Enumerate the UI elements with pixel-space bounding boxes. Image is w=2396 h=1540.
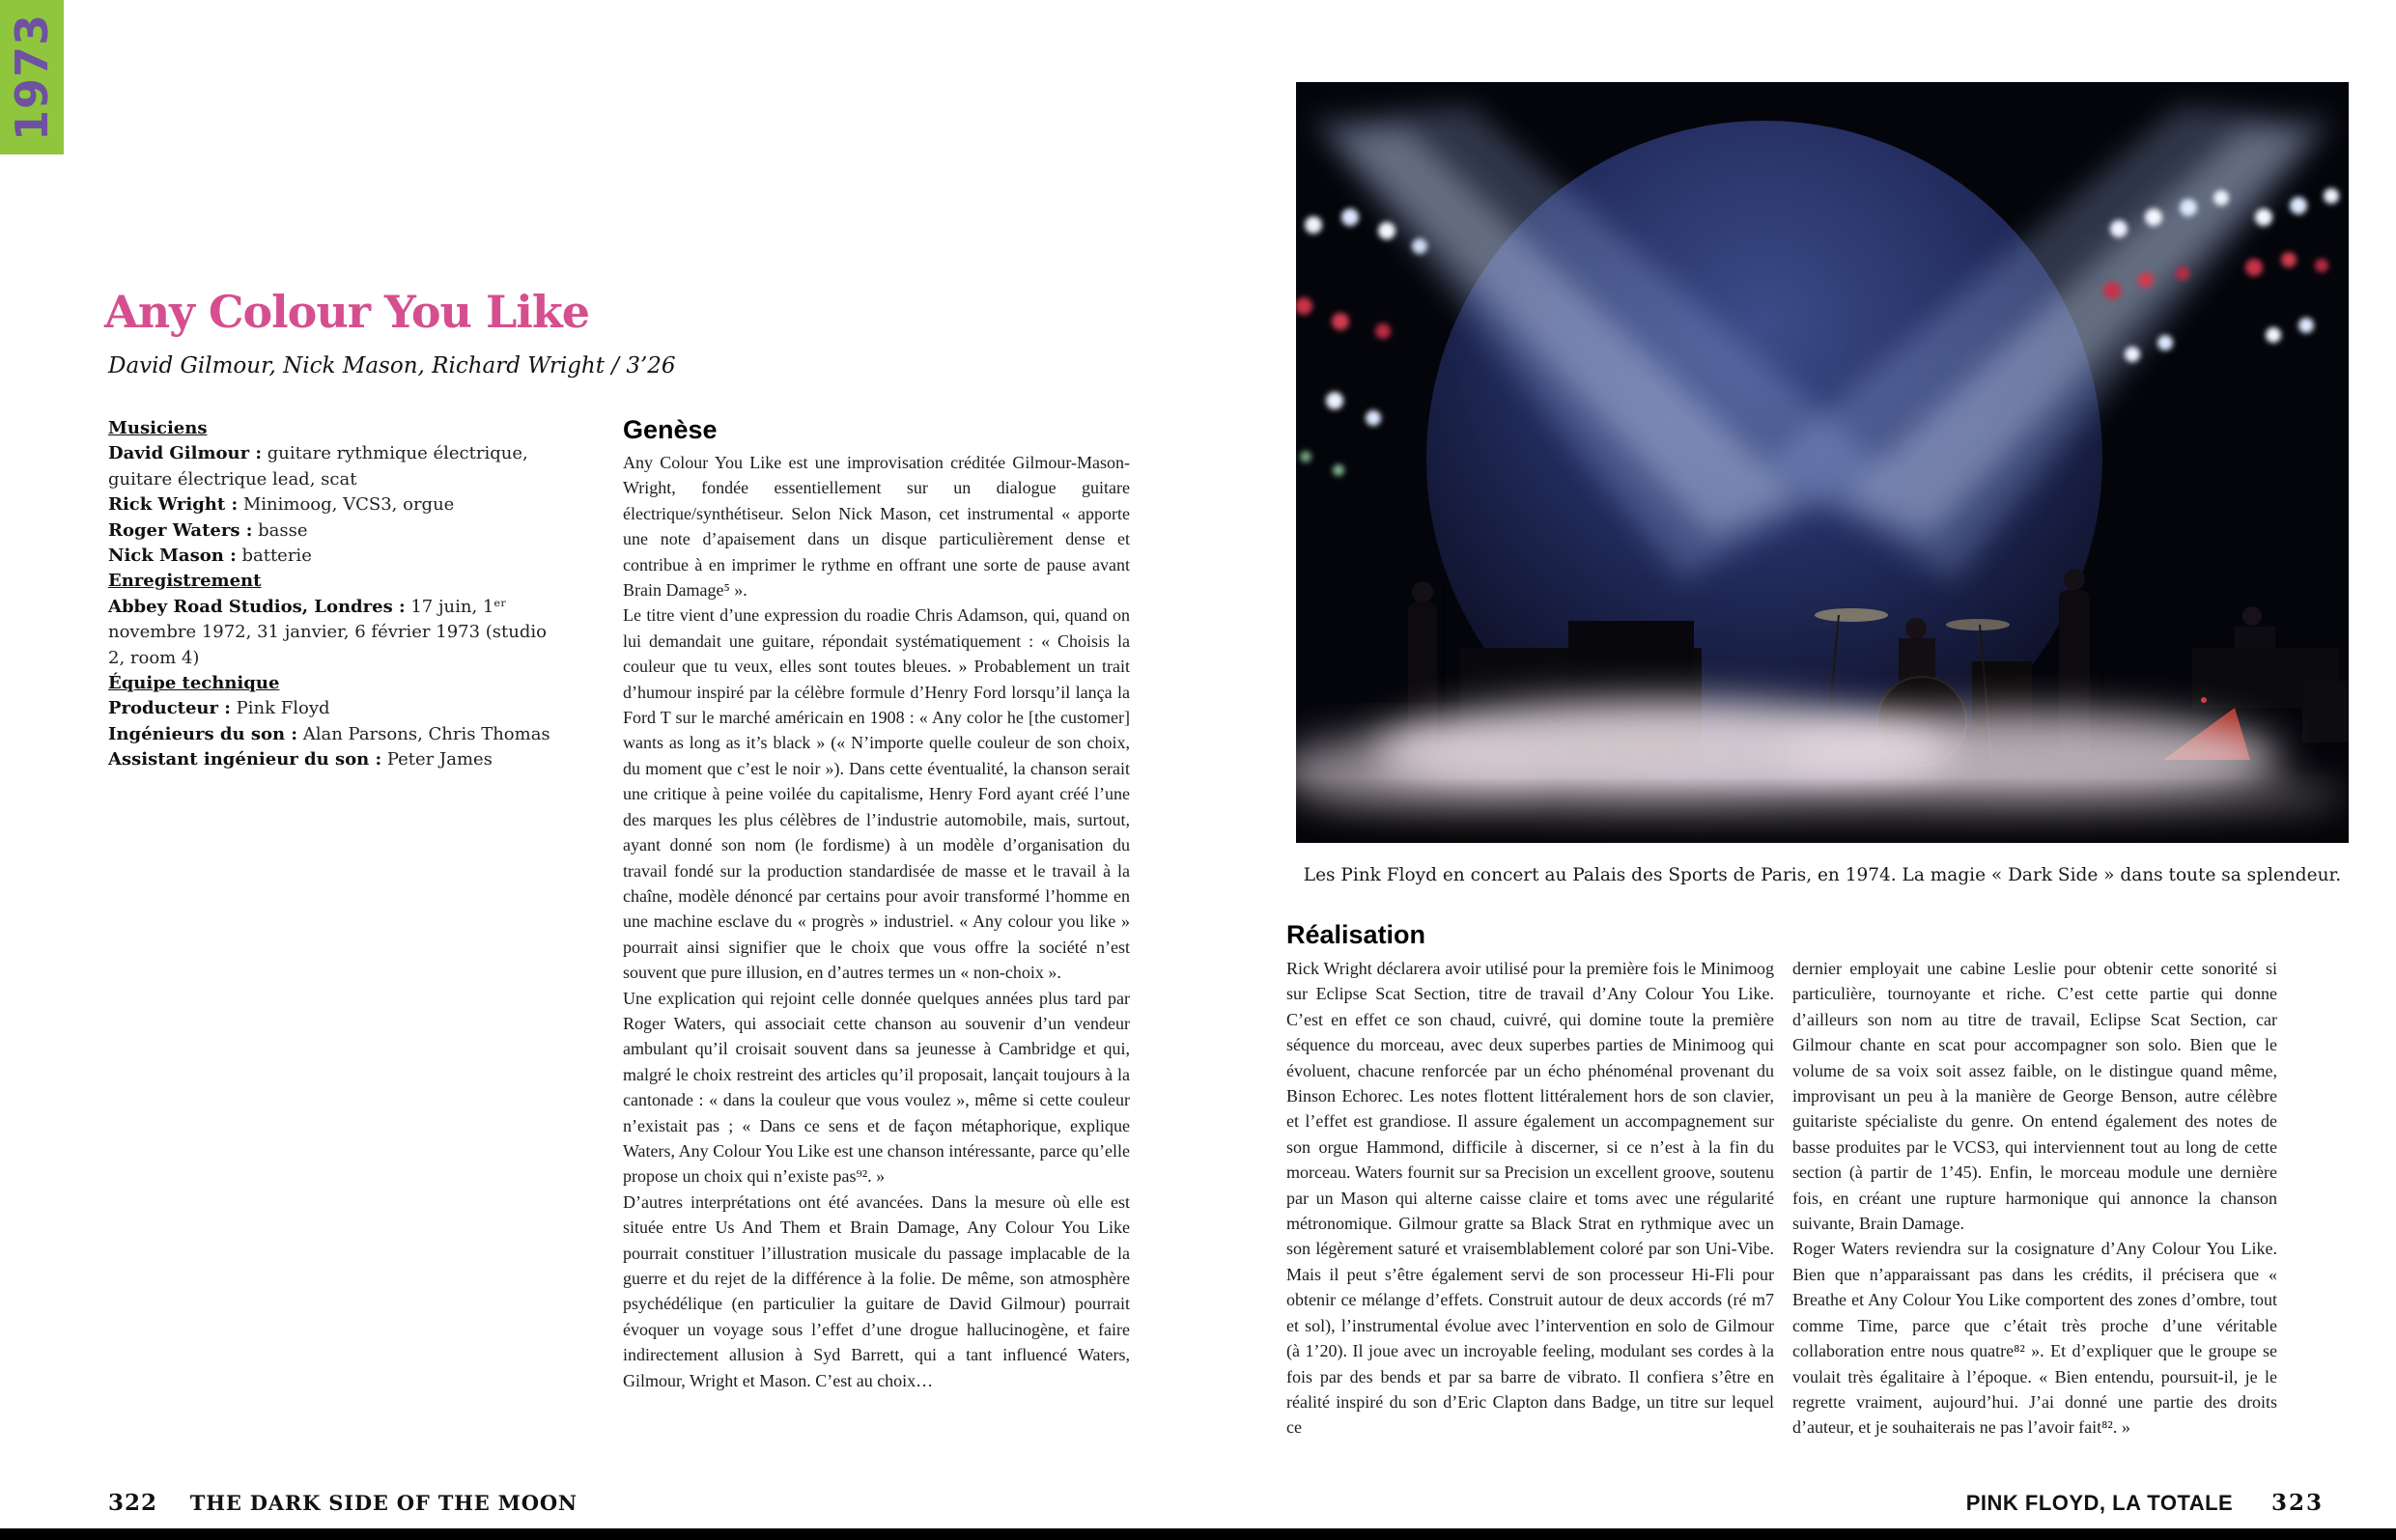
realisation-paragraph: Rick Wright déclarera avoir utilisé pour la première fois le Minimoog sur Eclipse Scat Section, titre de travail d’Any Colour You Like. C’est en effet ce son chaud, cuivré, qui domine toute la première séquence du morceau, avec deux superbes parties de Minimoog qui évoluent, chacune renforcée par un écho phénoménal provenant du Binson Echorec. Les notes flottent littéralement hors de son clavier, et l’effet est grandiose. Il assure également un accompagnement sur son orgue Hammond, difficile à discerner, si ce n’est à la fin du morceau. Waters fournit sur sa Precision un excellent groove, soutenu par un Mason qui alterne caisse claire et toms avec une régularité métronomique. Gilmour gratte sa Black Strat en rythmique avec un son légèrement saturé et vraisemblablement coloré par son Uni-Vibe. Mais il peut s’être également servi de son processeur Hi-Fli pour obtenir ce mélange d’effets. Construit autour de deux accords (ré m7 et sol), l’instrumental évolue avec l’intervention en solo de Gilmour (à 1’20). Il joue avec un incroyable feeling, modulant ses cordes à la fois par des bends et par sa barre de vibrato. Il confiera s’être en réalité inspiré du son d’Eric Clapton dans Badge, un titre sur lequel ce (1286, 959, 1774, 1438)
concert-photo-art (1296, 82, 2349, 843)
genese-text (623, 450, 1130, 1393)
genese-paragraph: D’autres interprétations ont été avancées. Dans la mesure où elle est située entre Us And Them et Brain Damage, Any Colour You Like pourrait constituer l’illustration musicale du passage implacable de la guerre et du rejet de la différence à la folie. De même, son atmosphère psychédélique (en particulier la guitare de David Gilmour) pourrait évoquer un voyage sous l’effet d’une drogue hallucinogène, et faire indirectement allusion à Syd Barrett, qui a tant influencé Waters, Gilmour, Wright et Mason. C’est au choix… (623, 1191, 1130, 1390)
page-number-right: 323 (2270, 1490, 2324, 1516)
book-title-right: PINK FLOYD, LA TOTALE (1965, 1491, 2234, 1515)
info-heading-enregistrement: Enregistrement (108, 571, 262, 592)
genese-paragraph: Any Colour You Like est une improvisation créditée Gilmour-Mason-Wright, fondée essentiellement sur un dialogue guitare électrique/synthétiseur. Selon Nick Mason, cet instrumental « apporte une note d’apaisement dans un disque particulièrement dense et contribue à en imprimer le rythme en offrant une sorte de pause avant Brain Damage⁵ ». (623, 453, 1130, 601)
photo-caption: Les Pink Floyd en concert au Palais des Sports de Paris, en 1974. La magie « Dark Side » dans toute sa splendeur. (1303, 865, 2342, 885)
info-heading-equipe-technique: Équipe technique (108, 673, 280, 694)
song-info-column (108, 416, 552, 773)
info-entry: Nick Mason : batterie (108, 546, 312, 567)
book-title-left: THE DARK SIDE OF THE MOON (189, 1491, 578, 1515)
concert-photo (1296, 82, 2349, 843)
realisation-column-2 (1792, 956, 2277, 1441)
realisation-heading: Réalisation (1286, 920, 1426, 949)
info-entry: Abbey Road Studios, Londres : 17 juin, 1ᵉʳ novembre 1972, 31 janvier, 6 février 1973 (studio 2, room 4) (108, 596, 547, 668)
realisation-column-1 (1286, 956, 1774, 1441)
info-entry: Ingénieurs du son : Alan Parsons, Chris Thomas (108, 723, 550, 744)
genese-paragraph: Une explication qui rejoint celle donnée quelques années plus tard par Roger Waters, qui associait cette chanson au souvenir d’un vendeur ambulant qu’il croisait souvent dans sa jeunesse à Cambridge et qui, malgré le choix restreint des articles qu’il proposait, lançait toujours à la cantonade : « dans la couleur que vous voulez », même si cette couleur n’existait pas ; « Dans ce sens et de façon métaphorique, explique Waters, Any Colour You Like est une chanson intéressante, parce qu’elle propose un choix qui n’existe pas⁹². » (623, 988, 1130, 1187)
info-entry: Rick Wright : Minimoog, VCS3, orgue (108, 494, 455, 516)
info-entry: Producteur : Pink Floyd (108, 698, 330, 719)
footer-right (1286, 1490, 2324, 1516)
info-entry: David Gilmour : guitare rythmique électrique, guitare électrique lead, scat (108, 443, 528, 490)
year-tab (0, 0, 64, 154)
year-label: 1973 (6, 13, 58, 142)
scan-edge-bar (0, 1528, 2396, 1540)
info-entry: Assistant ingénieur du son : Peter James (108, 749, 493, 770)
song-credits: David Gilmour, Nick Mason, Richard Wright / 3’26 (108, 353, 676, 378)
info-entry: Roger Waters : basse (108, 519, 308, 541)
page-number-left: 322 (108, 1490, 158, 1516)
song-title: Any Colour You Like (104, 286, 589, 338)
footer-left (108, 1490, 578, 1516)
genese-paragraph: Le titre vient d’une expression du roadie Chris Adamson, qui, quand on lui demandait une guitare, répondait systématiquement : « Choisis la couleur que tu veux, elles sont toutes bleues. » Probablement un trait d’humour inspiré par la célèbre formule d’Henry Ford lorsqu’il lança la Ford T sur le marché américain en 1908 : « Any color he [the customer] wants as long as it’s black » (« N’importe quelle couleur de son choix, du moment que c’est le noir »). Dans cette éventualité, la chanson serait une critique à peine voilée du capitalisme, Henry Ford ayant créé l’une des marques les plus célèbres de l’industrie automobile, mais, surtout, ayant donné son nom (le fordisme) à un modèle d’organisation du travail fondé sur la production standardisée de masse et le travail à la chaîne, modèle dénoncé par certains pour avoir transformé l’homme en une machine esclave du « progrès » industriel. « Any colour you like » pourrait ainsi signifier que le choix que vous offre la société n’est souvent que pure illusion, en d’autres termes un « non-choix ». (623, 605, 1130, 983)
realisation-paragraph: dernier employait une cabine Leslie pour obtenir cette sonorité si particulière, tournoyante et riche. C’est cette partie qui donne d’ailleurs son nom au titre de travail, Eclipse Scat Section, car Gilmour chante en scat pour accompagner son solo. Bien que le volume de sa voix soit assez faible, on le distingue quand même, improvisant un peu à la manière de George Benson, autre célèbre guitariste spécialiste du genre. On entend également des notes de basse produites par le VCS3, qui interviennent tout au long de cette section (à partir de 1’45). Enfin, le morceau module une dernière fois, en créant une rupture harmonique qui annonce la chanson suivante, Brain Damage. (1792, 959, 2277, 1234)
genese-heading: Genèse (623, 415, 718, 444)
realisation-paragraph: Roger Waters reviendra sur la cosignature d’Any Colour You Like. Bien que n’apparaissant pas dans les crédits, il précisera que « Breathe et Any Colour You Like comportent des zones d’ombre, tout comme Time, parce que c’était très proche d’une véritable collaboration entre nous quatre⁸² ». Et d’expliquer que le groupe se voulait très égalitaire à l’époque. « Bien entendu, poursuit-il, je le regrette vraiment, aujourd’hui. J’ai donné une partie des droits d’auteur, et je souhaiterais ne pas l’avoir fait⁸². » (1792, 1239, 2277, 1438)
info-heading-musiciens: Musiciens (108, 418, 208, 438)
